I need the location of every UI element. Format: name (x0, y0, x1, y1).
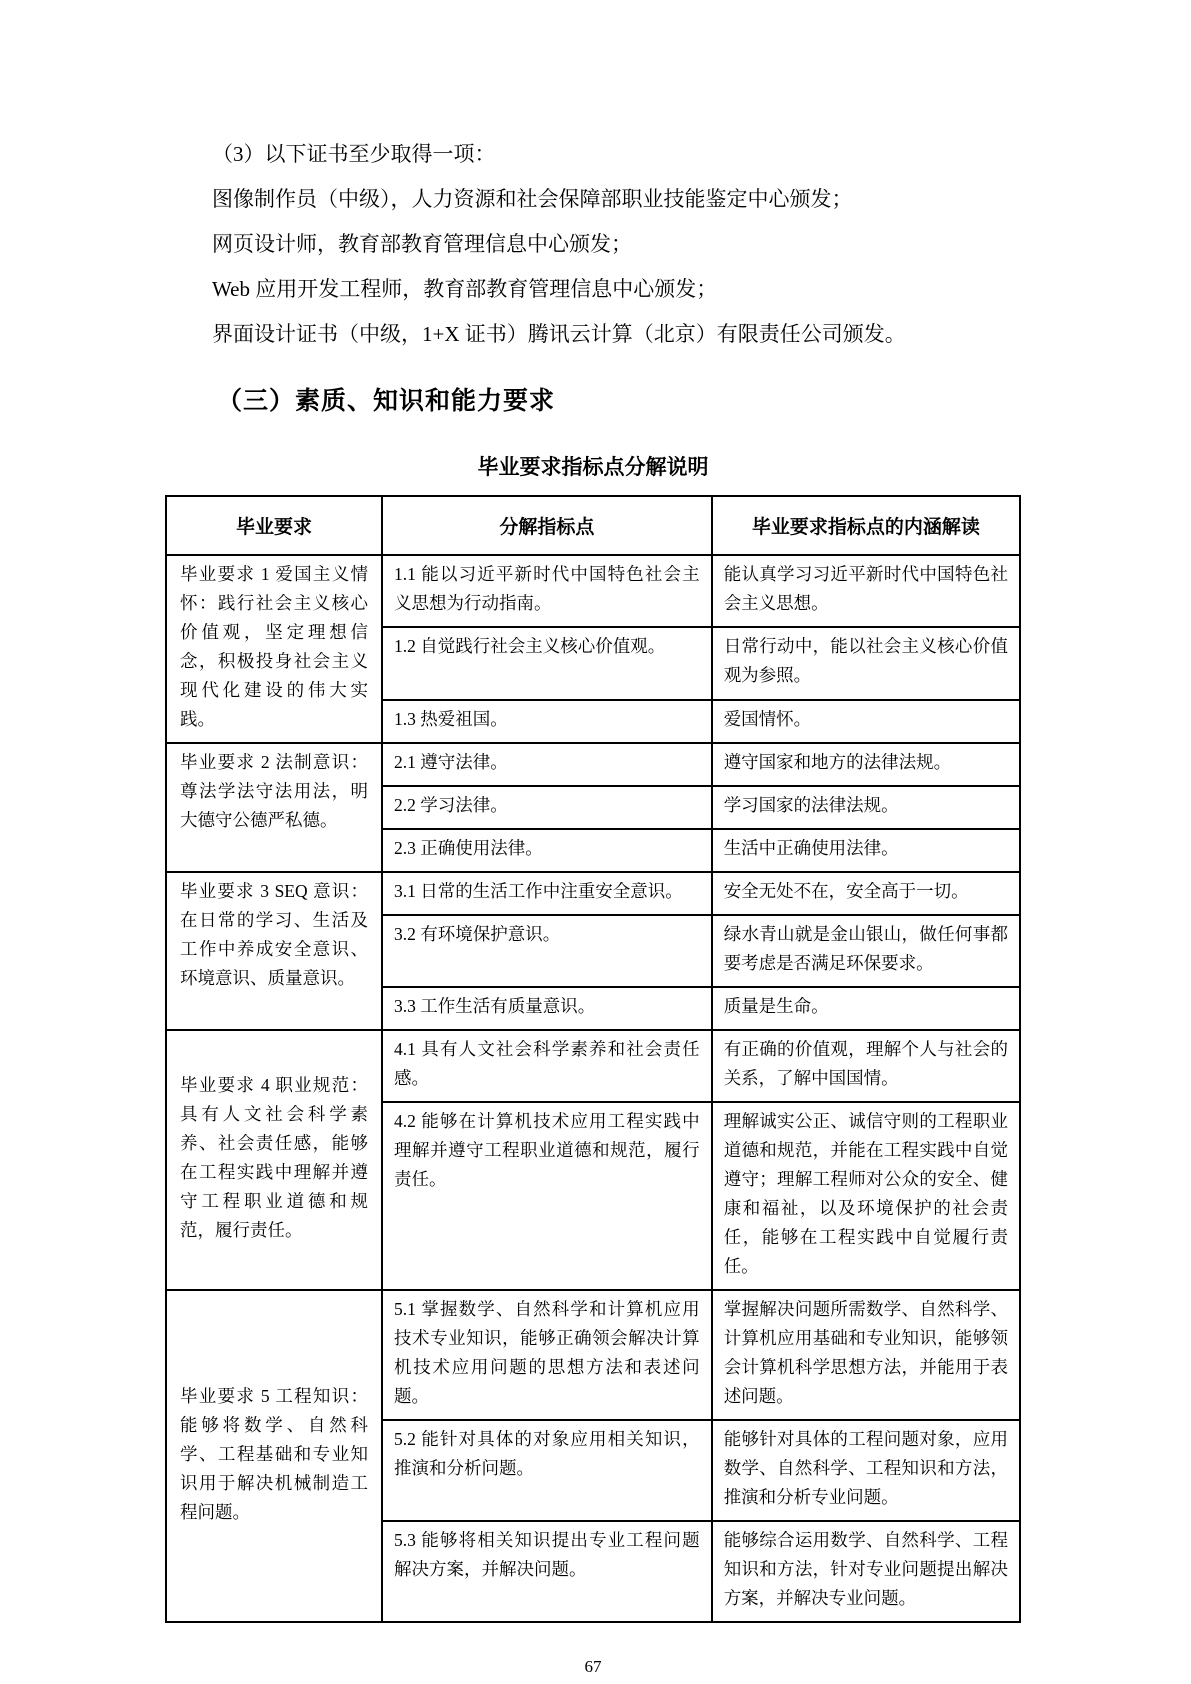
certificate-paragraphs (165, 132, 1021, 357)
paragraph: 图像制作员（中级），人力资源和社会保障部职业技能鉴定中心颁发； (212, 187, 853, 211)
table-row (166, 743, 1020, 786)
indicator-cell: 3.3 工作生活有质量意识。 (382, 987, 712, 1030)
indicator-cell: 1.3 热爱祖国。 (382, 700, 712, 743)
paragraph: 界面设计证书（中级，1+X 证书）腾讯云计算（北京）有限责任公司颁发。 (212, 322, 906, 346)
interpretation-cell: 掌握解决问题所需数学、自然科学、计算机应用基础和专业知识，能够领会计算机科学思想方法，并能用于表述问题。 (712, 1290, 1020, 1420)
table-row (166, 1030, 1020, 1102)
indicator-cell: 1.2 自觉践行社会主义核心价值观。 (382, 627, 712, 699)
table-title: 毕业要求指标点分解说明 (477, 456, 709, 479)
page-number: 67 (584, 1657, 602, 1676)
indicator-cell: 5.1 掌握数学、自然科学和计算机应用技术专业知识，能够正确领会解决计算机技术应用问题的思想方法和表述问题。 (382, 1290, 712, 1420)
requirements-table (165, 495, 1021, 1623)
paragraph: （3）以下证书至少取得一项： (212, 142, 496, 166)
interpretation-cell: 绿水青山就是金山银山，做任何事都要考虑是否满足环保要求。 (712, 915, 1020, 987)
interpretation-cell: 爱国情怀。 (712, 700, 1020, 743)
interpretation-cell: 学习国家的法律法规。 (712, 786, 1020, 829)
table-row (166, 872, 1020, 915)
indicator-cell: 2.3 正确使用法律。 (382, 829, 712, 872)
indicator-cell: 5.3 能够将相关知识提出专业工程问题解决方案，并解决问题。 (382, 1521, 712, 1622)
interpretation-cell: 能够针对具体的工程问题对象，应用数学、自然科学、工程知识和方法，推演和分析专业问题。 (712, 1420, 1020, 1521)
header-row (166, 496, 1020, 555)
indicator-cell: 1.1 能以习近平新时代中国特色社会主义思想为行动指南。 (382, 555, 712, 627)
table-row (166, 1290, 1020, 1420)
column-header-indicator: 分解指标点 (382, 496, 712, 555)
interpretation-cell: 有正确的价值观，理解个人与社会的关系，了解中国国情。 (712, 1030, 1020, 1102)
indicator-cell: 2.2 学习法律。 (382, 786, 712, 829)
table-header (166, 496, 1020, 555)
interpretation-cell: 安全无处不在，安全高于一切。 (712, 872, 1020, 915)
interpretation-cell: 日常行动中，能以社会主义核心价值观为参照。 (712, 627, 1020, 699)
indicator-cell: 5.2 能针对具体的对象应用相关知识，推演和分析问题。 (382, 1420, 712, 1521)
column-header-requirement: 毕业要求 (166, 496, 382, 555)
indicator-cell: 3.2 有环境保护意识。 (382, 915, 712, 987)
section-heading: （三）素质、知识和能力要求 (217, 387, 556, 415)
requirement-cell: 毕业要求 1 爱国主义情怀：践行社会主义核心价值观，坚定理想信念，积极投身社会主义现代化建设的伟大实践。 (166, 555, 382, 743)
indicator-cell: 4.1 具有人文社会科学素养和社会责任感。 (382, 1030, 712, 1102)
paragraph: Web 应用开发工程师，教育部教育管理信息中心颁发； (212, 277, 718, 301)
interpretation-cell: 质量是生命。 (712, 987, 1020, 1030)
paragraph: 网页设计师，教育部教育管理信息中心颁发； (212, 232, 632, 256)
indicator-cell: 2.1 遵守法律。 (382, 743, 712, 786)
table-row (166, 555, 1020, 627)
table-body (166, 555, 1020, 1622)
column-header-interpretation: 毕业要求指标点的内涵解读 (712, 496, 1020, 555)
indicator-cell: 3.1 日常的生活工作中注重安全意识。 (382, 872, 712, 915)
indicator-cell: 4.2 能够在计算机技术应用工程实践中理解并遵守工程职业道德和规范，履行责任。 (382, 1102, 712, 1290)
interpretation-cell: 遵守国家和地方的法律法规。 (712, 743, 1020, 786)
requirement-cell: 毕业要求 4 职业规范：具有人文社会科学素养、社会责任感，能够在工程实践中理解并遵守工程职业道德和规范，履行责任。 (166, 1030, 382, 1290)
requirement-cell: 毕业要求 3 SEQ 意识：在日常的学习、生活及工作中养成安全意识、环境意识、质量意识。 (166, 872, 382, 1030)
interpretation-cell: 生活中正确使用法律。 (712, 829, 1020, 872)
interpretation-cell: 能够综合运用数学、自然科学、工程知识和方法，针对专业问题提出解决方案，并解决专业问题。 (712, 1521, 1020, 1622)
requirement-cell: 毕业要求 2 法制意识：尊法学法守法用法，明大德守公德严私德。 (166, 743, 382, 872)
requirement-cell: 毕业要求 5 工程知识：能够将数学、自然科学、工程基础和专业知识用于解决机械制造工程问题。 (166, 1290, 382, 1622)
interpretation-cell: 理解诚实公正、诚信守则的工程职业道德和规范，并能在工程实践中自觉遵守；理解工程师对公众的安全、健康和福祉，以及环境保护的社会责任，能够在工程实践中自觉履行责任。 (712, 1102, 1020, 1290)
interpretation-cell: 能认真学习习近平新时代中国特色社会主义思想。 (712, 555, 1020, 627)
